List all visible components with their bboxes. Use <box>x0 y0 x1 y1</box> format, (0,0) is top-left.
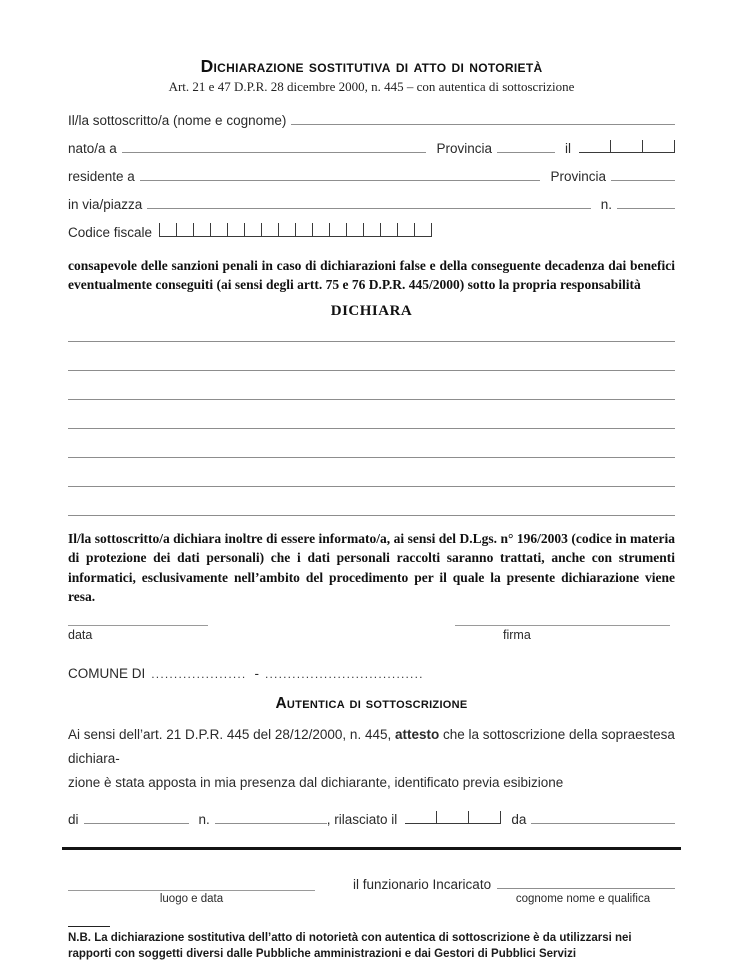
comune-dots-2: ................................... <box>264 666 424 681</box>
funzionario-block <box>353 875 675 905</box>
cf-cell <box>159 223 176 237</box>
provincia2-input-line <box>611 166 675 181</box>
funzionario-line-row <box>353 875 675 891</box>
codice-fiscale-label: Codice fiscale <box>68 225 153 240</box>
row-sottoscritto <box>68 107 675 135</box>
declaration-write-line <box>68 400 675 429</box>
date-cell <box>405 811 437 824</box>
date-label: data <box>68 627 93 642</box>
personal-data-form <box>68 107 675 247</box>
page-title: Dichiarazione sostitutiva di atto di notorietà <box>200 56 543 76</box>
documento-numero-line <box>215 809 327 824</box>
footnote-rule <box>68 926 110 927</box>
row-via <box>68 191 675 219</box>
date-cell <box>579 140 611 153</box>
cf-cell <box>414 223 432 237</box>
cf-cell <box>193 223 210 237</box>
dichiara-heading: DICHIARA <box>330 303 413 320</box>
cf-cell <box>261 223 278 237</box>
declaration-write-line <box>68 429 675 458</box>
firma-signature-block <box>455 624 670 642</box>
via-label: in via/piazza <box>68 197 143 212</box>
funzionario-label: il funzionario Incaricato <box>353 877 492 893</box>
nato-label: nato/a a <box>68 141 117 156</box>
declaration-lines <box>68 320 675 516</box>
attesto-bold: attesto <box>394 726 440 742</box>
cf-cell <box>210 223 227 237</box>
documento-row <box>68 808 675 833</box>
birth-date-cells <box>579 140 675 153</box>
sottoscritto-label: Il/la sottoscritto/a (nome e cognome) <box>68 113 287 128</box>
declaration-write-line <box>68 458 675 487</box>
autentica-paragraph <box>68 723 675 795</box>
numero-civico-label: n. <box>600 197 612 212</box>
row-residente <box>68 163 675 191</box>
documento-tipo-line <box>84 809 189 824</box>
sottoscritto-input-line <box>291 110 675 125</box>
nb-footnote: N.B. La dichiarazione sostitutiva dell’atto di notorietà con autentica di sottoscrizione è da utilizzarsi nei rapporti con soggetti diversi dalle Pubbliche amministrazioni e dai Gestori di Pubblici Servizi <box>68 932 632 960</box>
codice-fiscale-cells <box>159 223 432 237</box>
date-cell <box>437 811 469 824</box>
privacy-paragraph: Il/la sottoscritto/a dichiara inoltre di essere informato/a, ai sensi del D.Lgs. n° 196/2003 (codice in materia di protezione dei dati personali) che i dati personali raccolti saranno trattati, anche con strumenti informatici, esclusivamente nell’ambito del procedimento per il quale la presente dichiarazione viene resa. <box>68 531 675 604</box>
officer-row <box>68 875 675 905</box>
provincia-input-line <box>497 138 555 153</box>
luogo-data-line <box>68 875 315 891</box>
date-cell <box>643 140 675 153</box>
cf-cell <box>295 223 312 237</box>
declaration-write-line <box>68 487 675 516</box>
date-cell <box>469 811 501 824</box>
documento-di-label: di <box>68 812 79 828</box>
numero-civico-input-line <box>617 194 675 209</box>
residente-input-line <box>140 166 541 181</box>
comune-dots-1: ..................... <box>151 666 247 681</box>
cf-cell <box>312 223 329 237</box>
declaration-write-line <box>68 342 675 371</box>
section-divider-rule <box>62 847 681 850</box>
signature-row <box>68 624 675 642</box>
autentica-text-pre: Ai sensi dell’art. 21 D.P.R. 445 del 28/12/2000, n. 445, <box>68 726 395 742</box>
autentica-text-line2: zione è stata apposta in mia presenza dal dichiarante, identificato previa esibizione <box>68 774 564 790</box>
comune-label: COMUNE DI <box>68 665 146 681</box>
provincia-label: Provincia <box>436 141 492 156</box>
cf-cell <box>278 223 295 237</box>
comune-row <box>68 666 675 681</box>
row-codice-fiscale <box>68 219 675 247</box>
provincia2-label: Provincia <box>550 169 606 184</box>
cf-cell <box>397 223 414 237</box>
autentica-heading: Autentica di sottoscrizione <box>275 694 468 712</box>
cf-cell <box>329 223 346 237</box>
cf-cell <box>176 223 193 237</box>
funzionario-signature-line <box>497 875 675 889</box>
luogo-data-block <box>68 875 315 905</box>
rilascio-date-cells <box>405 811 501 824</box>
cf-cell <box>380 223 397 237</box>
declaration-write-line <box>68 371 675 400</box>
warning-paragraph: consapevole delle sanzioni penali in caso di dichiarazioni false e della conseguente decadenza dai benefici eventualmente conseguiti (ai sensi degli artt. 75 e 76 D.P.R. 445/2000) sotto la propria responsabilità <box>68 258 675 293</box>
cf-cell <box>363 223 380 237</box>
qualifica-label: cognome nome e qualifica <box>515 893 651 906</box>
date-line <box>68 624 208 626</box>
cf-cell <box>227 223 244 237</box>
row-nato <box>68 135 675 163</box>
documento-n-label: n. <box>198 812 210 828</box>
declaration-write-line <box>68 320 675 342</box>
rilasciato-da-line <box>531 809 675 824</box>
page-subtitle: Art. 21 e 47 D.P.R. 28 dicembre 2000, n. 445 – con autentica di sottoscrizione <box>168 79 575 94</box>
cf-cell <box>244 223 261 237</box>
comune-dash: - <box>254 665 259 681</box>
da-label: da <box>511 812 527 828</box>
firma-line <box>455 624 670 626</box>
residente-label: residente a <box>68 169 135 184</box>
rilasciato-label: , rilasciato il <box>326 812 398 828</box>
date-cell <box>611 140 643 153</box>
nato-input-line <box>122 138 427 153</box>
il-label: il <box>565 141 571 156</box>
firma-label: firma <box>503 627 531 642</box>
autentica-text-post: che la sottoscrizione della sopraestesa dichiara- <box>68 726 675 766</box>
cf-cell <box>346 223 363 237</box>
luogo-data-label: luogo e data <box>159 893 224 906</box>
via-input-line <box>147 194 590 209</box>
date-signature-block <box>68 624 208 642</box>
